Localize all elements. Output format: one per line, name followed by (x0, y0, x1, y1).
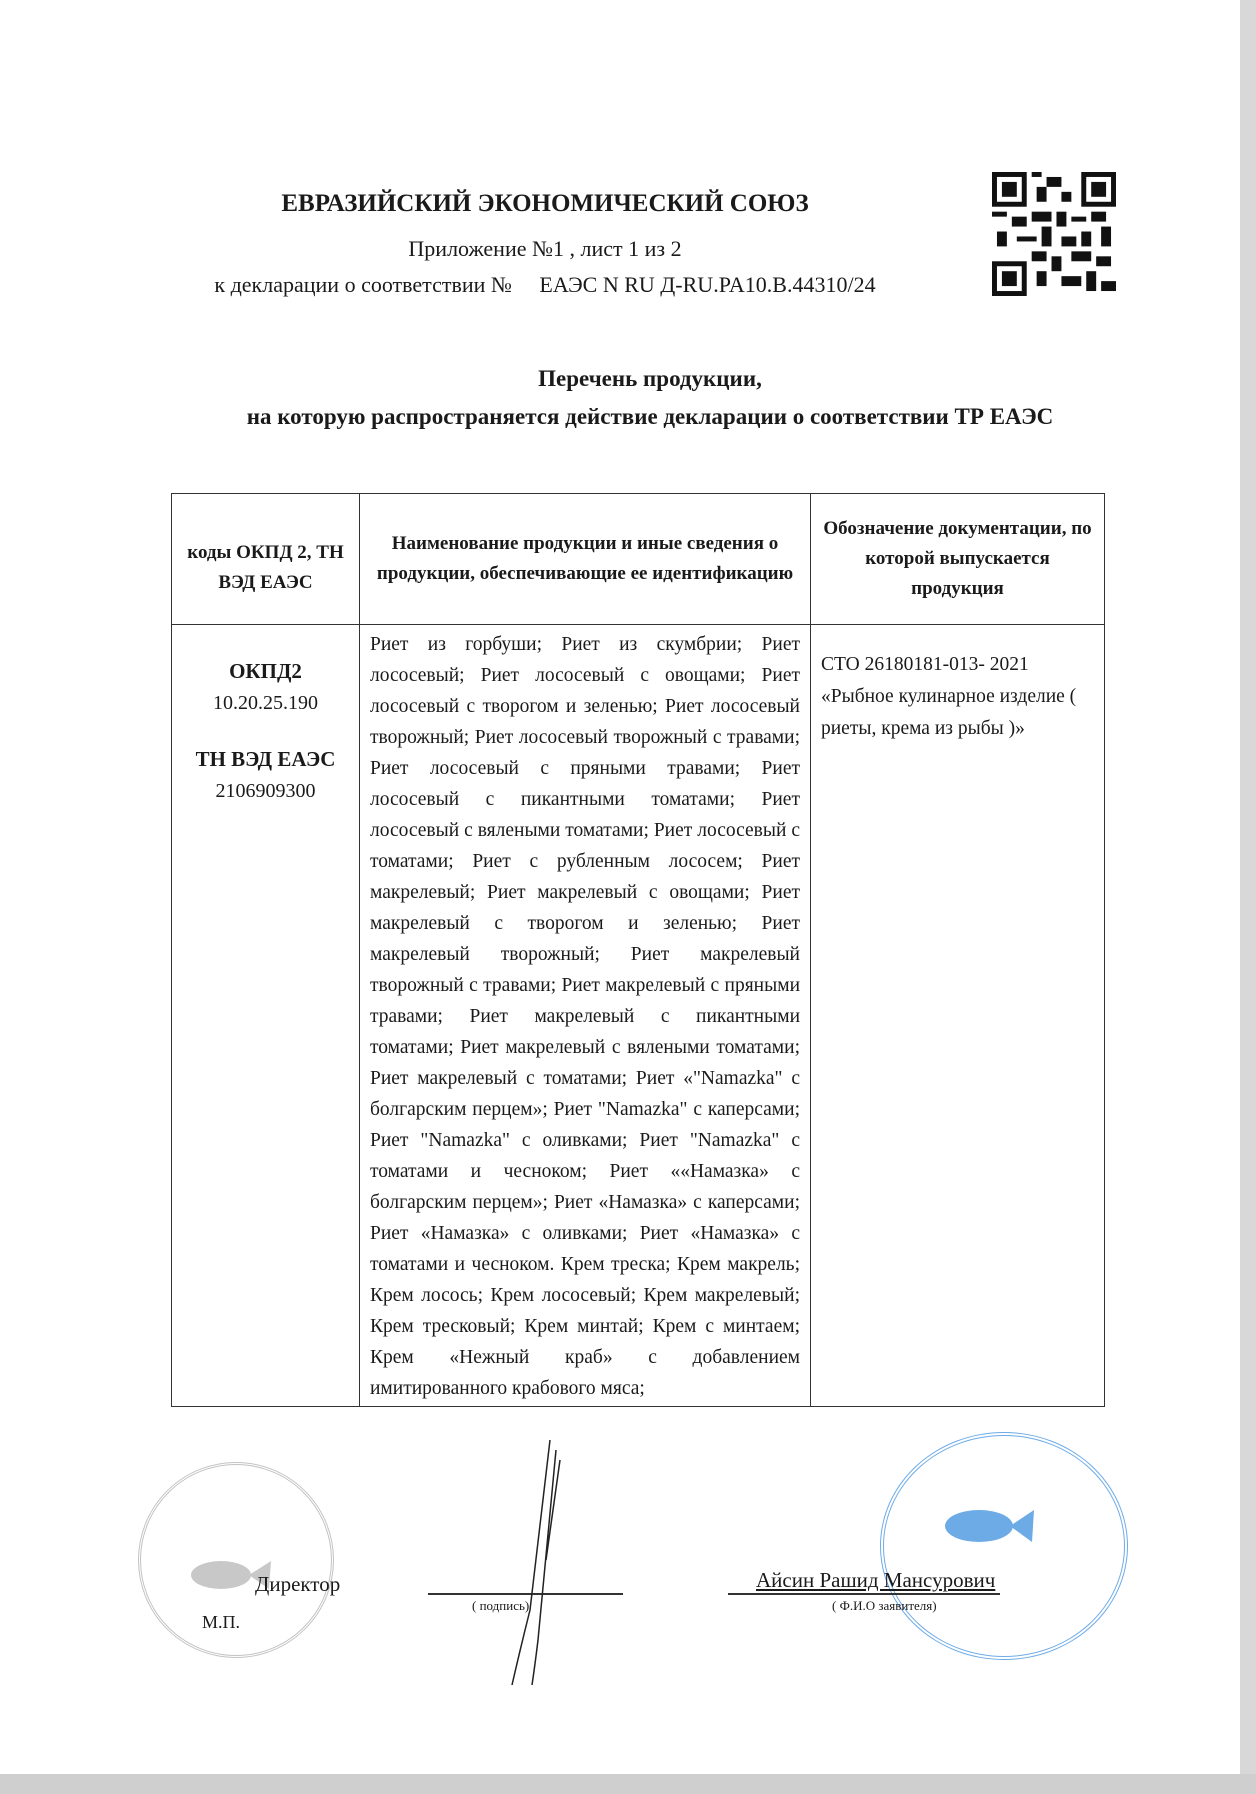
declaration-prefix: к декларации о соответствии № (214, 272, 512, 297)
table-header-row (172, 494, 1105, 625)
scan-edge-bottom (0, 1774, 1256, 1794)
mp-label: М.П. (202, 1612, 241, 1632)
name-caption: ( Ф.И.О заявителя) (832, 1598, 937, 1613)
documentation-cell (811, 625, 1105, 1407)
name-line (728, 1593, 1000, 1595)
tnved-code: 2106909300 (215, 780, 316, 802)
signer-name: Айсин Рашид Мансурович (756, 1568, 996, 1592)
fish-icon (884, 1436, 1124, 1656)
okpd-label: ОКПД2 (229, 659, 302, 683)
okpd-code: 10.20.25.190 (213, 692, 318, 714)
products-table (171, 493, 1105, 1407)
list-title-line1: Перечень продукции, (538, 366, 762, 391)
header-documentation: Обозначение документации, по которой выпускается продукция (811, 494, 1105, 625)
table-row (172, 625, 1105, 1407)
union-title: ЕВРАЗИЙСКИЙ ЭКОНОМИЧЕСКИЙ СОЮЗ (281, 190, 809, 217)
position-label: Директор (255, 1572, 341, 1596)
company-stamp-right (880, 1432, 1128, 1660)
header-products: Наименование продукции и иные сведения о продукции, обеспечивающие ее идентификацию (360, 494, 811, 625)
list-title-line2: на которую распространяется действие декларации о соответствии ТР ЕАЭС (246, 404, 1054, 429)
products-cell: Риет из горбуши; Риет из скумбрии; Риет лососевый; Риет лососевый с овощами; Риет лососевый с творогом и зеленью; Риет лососевый творожный; Риет лососевый творожный с травами; Риет лососевый с пряными травами; Риет лососевый с пикантными томатами; Риет лососевый с вялеными томатами; Риет лососевый с томатами; Риет с рубленным лососем; Риет макрелевый; Риет макрелевый с овощами; Риет макрелевый с творогом и зеленью; Риет макрелевый творожный; Риет макрелевый творожный с травами; Риет макрелевый с пряными травами; Риет макрелевый с пикантными томатами; Риет макрелевый с вялеными томатами; Риет макрелевый с томатами; Риет «"Namazka" с болгарским перцем»; Риет "Namazka" с каперсами; Риет "Namazka" с оливками; Риет "Namazka" с томатами и чесноком; Риет ««Намазка» с болгарским перцем»; Риет «Намазка» с каперсами; Риет «Намазка» с оливками; Риет «Намазка» с томатами и чесноком. Крем треска; Крем макрель; Крем лосось; Крем лососевый; Крем макрелевый; Крем тресковый; Крем минтай; Крем с минтаем; Крем «Нежный краб» с добавлением имитированного крабового мяса; (360, 625, 811, 1407)
doc-code: СТО 26180181-013- 2021 (821, 654, 1029, 675)
codes-cell (172, 625, 360, 1407)
tnved-label: ТН ВЭД ЕАЭС (195, 747, 336, 771)
declaration-number: ЕАЭС N RU Д-RU.PA10.B.44310/24 (539, 272, 876, 297)
declaration-line (0, 272, 1090, 298)
doc-name: «Рыбное кулинарное изделие ( риеты, крема из рыбы )» (821, 686, 1077, 739)
header-codes: коды ОКПД 2, ТН ВЭД ЕАЭС (172, 494, 360, 625)
qr-code (992, 172, 1116, 296)
scan-edge (1240, 0, 1256, 1794)
handwritten-signature (490, 1440, 580, 1690)
appendix-line: Приложение №1 , лист 1 из 2 (408, 236, 682, 261)
signature-caption: ( подпись) (472, 1598, 530, 1613)
